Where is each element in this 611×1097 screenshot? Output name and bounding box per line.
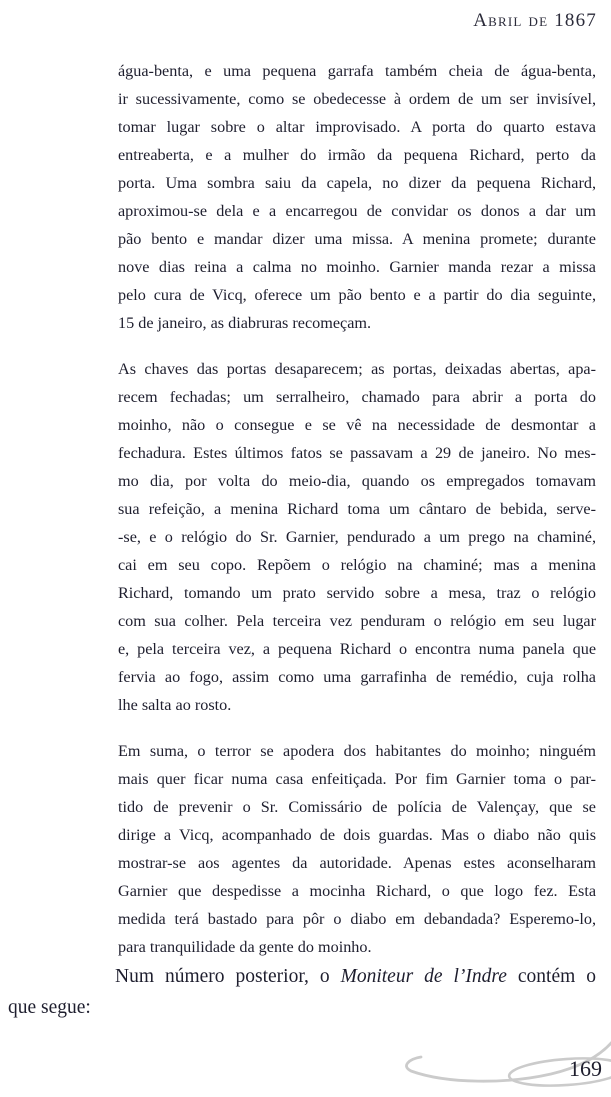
text-line: Garnier que despedisse a mocinha Richard, o que logo fez. Esta (118, 882, 596, 900)
text-line: água-benta, e uma pequena garrafa também cheia de água-benta, (118, 62, 596, 80)
text-line: mostrar-se aos agentes da autoridade. Apenas estes aconselharam (118, 854, 596, 872)
text-line: e, pela terceira vez, a pequena Richard o encontra numa panela que (118, 640, 596, 658)
running-head: Abril de 1867 (473, 10, 597, 31)
quote-paragraph-1 (118, 57, 596, 337)
text-line: medida terá bastado para pôr o diabo em debandada? Esperemo-lo, (118, 910, 596, 928)
text-line: sua refeição, a menina Richard toma um cântaro de bebida, serve- (118, 500, 596, 518)
closing-text-prefix: Num número posterior, o (115, 966, 341, 987)
text-line: porta. Uma sombra saiu da capela, no dizer da pequena Richard, (118, 174, 596, 192)
quote-paragraph-2 (118, 355, 596, 719)
text-line: Em suma, o terror se apodera dos habitantes do moinho; ninguém (118, 742, 596, 760)
page-number: 169 (569, 1056, 602, 1081)
text-line: pão bento e mandar dizer uma missa. A menina promete; durante (118, 230, 596, 248)
text-line: lhe salta ao rosto. (118, 696, 232, 714)
text-line: Richard, tomando um prato servido sobre a mesa, traz o relógio (118, 584, 596, 602)
text-line: nove dias reina a calma no moinho. Garnier manda rezar a missa (118, 258, 596, 276)
text-line: com sua colher. Pela terceira vez penduram o relógio em seu lugar (118, 612, 596, 630)
text-line: mo dia, por volta do meio-dia, quando os empregados tomavam (118, 472, 596, 490)
text-line: tido de prevenir o Sr. Comissário de polícia de Valençay, que se (118, 798, 596, 816)
text-line: 15 de janeiro, as diabruras recomeçam. (118, 314, 372, 332)
text-line: pelo cura de Vicq, oferece um pão bento e a partir do dia seguinte, (118, 286, 596, 304)
text-line: entreaberta, e a mulher do irmão da pequena Richard, perto da (118, 146, 596, 164)
text-line (8, 961, 596, 992)
text-line: para tranquilidade da gente do moinho. (118, 938, 372, 956)
text-line: aproximou-se dela e a encarregou de convidar os donos a dar um (118, 202, 596, 220)
text-line: fechadura. Estes últimos fatos se passavam a 29 de janeiro. No mes- (118, 444, 596, 462)
text-line: As chaves das portas desaparecem; as portas, deixadas abertas, apa- (118, 360, 596, 378)
text-line: dirige a Vicq, acompanhado de dois guardas. Mas o diabo não quis (118, 826, 596, 844)
closing-text-suffix: contém o (506, 966, 597, 987)
text-line: moinho, não o consegue e se vê na necessidade de desmontar a (118, 416, 596, 434)
quote-paragraph-3 (118, 737, 596, 961)
text-line: que segue: (8, 997, 91, 1018)
journal-title-italic: Moniteur de l’Indre (340, 966, 507, 987)
text-line: tomar lugar sobre o altar improvisado. A porta do quarto estava (118, 118, 596, 136)
text-line: cai em seu copo. Repõem o relógio na chaminé; mas a menina (118, 556, 596, 574)
text-line: ir sucessivamente, como se obedecesse à ordem de um ser invisível, (118, 90, 596, 108)
quote-block (118, 57, 596, 979)
text-line: recem fechadas; um serralheiro, chamado para abrir a porta do (118, 388, 596, 406)
text-line: mais quer ficar numa casa enfeitiçada. Por fim Garnier toma o par- (118, 770, 596, 788)
closing-paragraph (8, 961, 596, 1023)
text-line: fervia ao fogo, assim como uma garrafinha de remédio, cuja rolha (118, 668, 596, 686)
text-line: -se, e o relógio do Sr. Garnier, pendurado a um prego na chaminé, (118, 528, 596, 546)
